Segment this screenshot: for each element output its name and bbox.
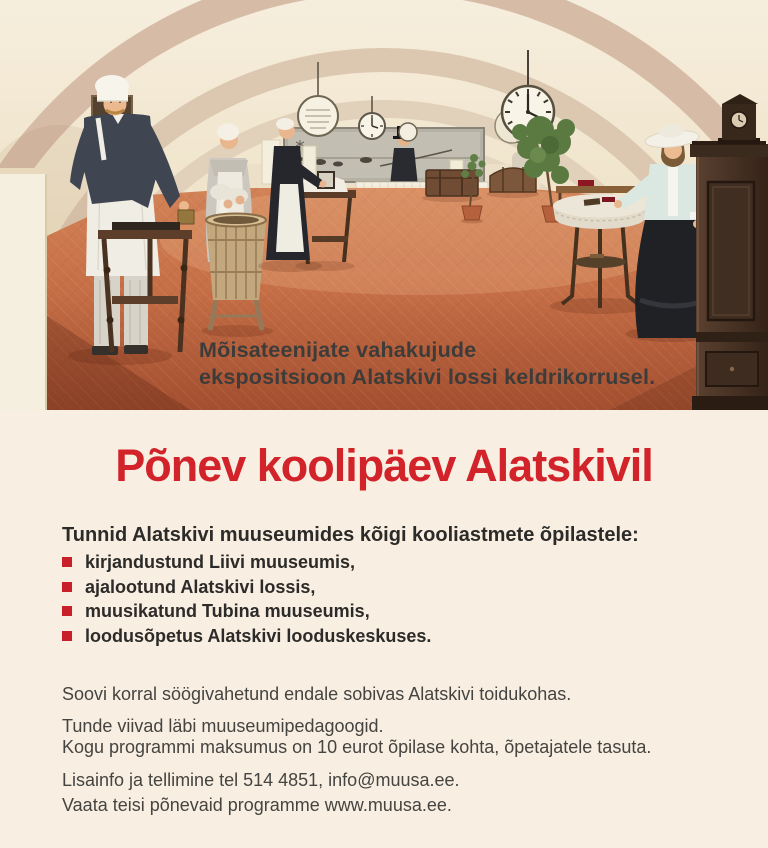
intro-line: Tunnid Alatskivi muuseumides kõigi kooliastmete õpilastele:: [62, 524, 639, 546]
list-item-label: ajalootund Alatskivi lossis,: [85, 576, 316, 597]
square-bullet-icon: [62, 606, 72, 616]
paragraph-price: Kogu programmi maksumus on 10 eurot õpilase kohta, õpetajatele tasuta.: [62, 737, 652, 757]
lessons-list: [62, 550, 722, 648]
paragraph-lunch: Soovi korral söögivahetund endale sobivas Alatskivi toidukohas.: [62, 684, 572, 704]
list-item: [62, 550, 722, 575]
list-item-label: kirjandustund Liivi muuseumis,: [85, 552, 356, 572]
page-title: Põnev koolipäev Alatskivil: [115, 440, 653, 491]
paragraph-pedagogues: Tunde viivad läbi muuseumipedagoogid.: [62, 716, 384, 736]
photo-caption-line1: Mõisateenijate vahakujude: [199, 338, 477, 362]
wooden-cabinet: [690, 141, 768, 410]
list-item: [62, 575, 722, 600]
photo-caption-line2: ekspositsioon Alatskivi lossi keldrikorrusel.: [199, 365, 656, 389]
square-bullet-icon: [62, 631, 72, 641]
list-item: [62, 599, 722, 624]
list-item-label: muusikatund Tubina muuseumis,: [85, 601, 370, 621]
flyer-section: [0, 410, 768, 848]
list-item-label: loodusõpetus Alatskivi looduskeskuses.: [85, 625, 432, 646]
paragraph-more: Vaata teisi põnevaid programme www.muusa.ee.: [62, 795, 452, 815]
list-item: [62, 624, 722, 649]
photo-caption: [199, 337, 655, 391]
square-bullet-icon: [62, 582, 72, 592]
left-pillar: [0, 168, 50, 410]
museum-photo: [0, 0, 768, 410]
paragraph-contact: Lisainfo ja tellimine tel 514 4851, info@muusa.ee.: [62, 770, 460, 790]
square-bullet-icon: [62, 557, 72, 567]
hanging-clock-far: [399, 123, 417, 141]
paragraph-pedagogues-price: [62, 716, 732, 758]
